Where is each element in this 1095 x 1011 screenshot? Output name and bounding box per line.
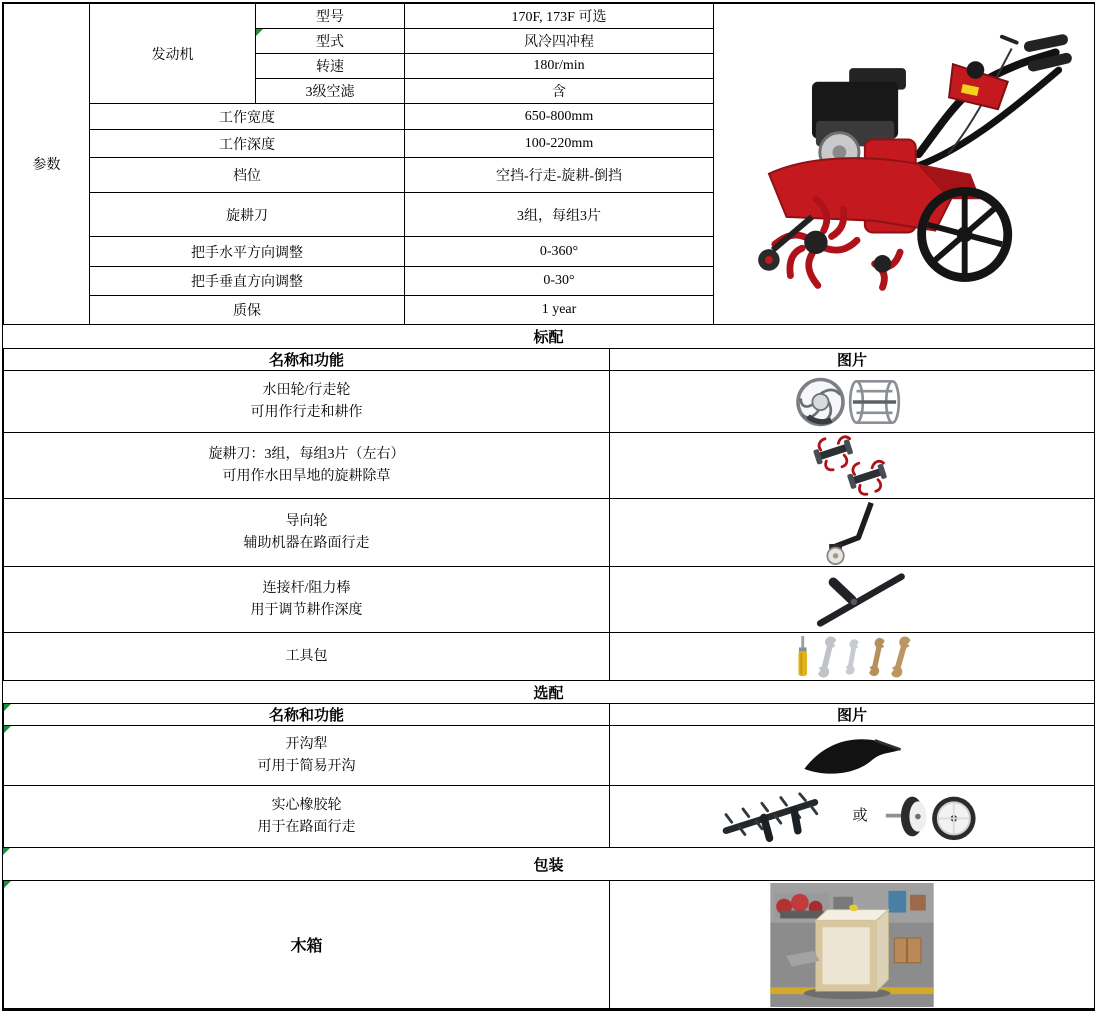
table-row <box>4 786 1095 848</box>
item-desc-connecting-rod <box>4 567 610 633</box>
table-row <box>4 567 1095 633</box>
spec-key-working-depth: 工作深度 <box>90 130 405 158</box>
connecting-rod-icon <box>794 571 910 629</box>
guide-wheel-icon <box>819 501 885 565</box>
cell-flag-icon <box>3 848 10 855</box>
section-header-packaging-label: 包装 <box>533 857 564 874</box>
spec-value-air-filter: 含 <box>405 79 714 104</box>
spec-key-engine-type-label: 型式 <box>316 35 344 50</box>
ditching-plow-icon <box>794 734 910 778</box>
item-desc-guide-wheel <box>4 499 610 567</box>
paddy-wheel-and-cage-wheel-icon <box>787 375 917 429</box>
engine-group-cell: 发动机 <box>90 4 256 104</box>
item-image-connecting-rod <box>610 567 1095 633</box>
item-function: 辅助机器在路面行走 <box>243 535 370 551</box>
item-name: 旋耕刀：3组，每组3片（左右） <box>208 446 405 462</box>
spec-value-working-depth: 100-220mm <box>405 130 714 158</box>
column-header-image: 图片 <box>610 704 1095 726</box>
packaging-item-cell <box>4 881 610 1009</box>
spec-value-blades: 3组，每组3片 <box>405 193 714 237</box>
spec-value-working-width: 650-800mm <box>405 104 714 130</box>
item-function: 用于在路面行走 <box>257 819 356 835</box>
cell-flag-icon <box>4 704 11 711</box>
item-name: 开沟犁 <box>285 736 328 752</box>
rotary-blade-sets-icon <box>802 435 902 497</box>
item-name: 实心橡胶轮 <box>271 797 342 813</box>
item-image-guide-wheel <box>610 499 1095 567</box>
spec-key-blades: 旋耕刀 <box>90 193 405 237</box>
item-desc-tool-kit <box>4 633 610 681</box>
section-header-packaging <box>3 848 1094 880</box>
table-row <box>4 726 1095 786</box>
item-function: 用于调节耕作深度 <box>250 602 363 618</box>
table-row <box>4 371 1095 433</box>
spec-key-model: 型号 <box>256 4 405 29</box>
item-function: 可用作水田旱地的旋耕除草 <box>222 468 391 484</box>
optional-table <box>3 703 1095 848</box>
spec-sheet <box>2 2 1095 1011</box>
item-desc-ditching-plow <box>4 726 610 786</box>
spec-value-model: 170F, 173F 可选 <box>405 4 714 29</box>
table-row <box>4 433 1095 499</box>
item-image-tool-kit <box>610 633 1095 681</box>
spec-value-handle-horizontal: 0-360° <box>405 237 714 267</box>
item-image-rubber-wheels <box>610 786 1095 848</box>
tool-kit-icon <box>786 635 918 679</box>
spec-key-handle-vertical: 把手垂直方向调整 <box>90 267 405 296</box>
column-header-name <box>4 704 610 726</box>
item-name: 工具包 <box>285 648 328 664</box>
item-function: 可用于简易开沟 <box>257 758 356 774</box>
spec-value-warranty: 1 year <box>405 296 714 325</box>
or-separator: 或 <box>852 807 868 824</box>
item-image-rotary-blades <box>610 433 1095 499</box>
item-name: 导向轮 <box>285 513 328 529</box>
standard-table <box>3 348 1095 681</box>
solid-rubber-wheel-pair-icon <box>881 791 987 843</box>
table-row <box>4 499 1095 567</box>
item-function: 可用作行走和耕作 <box>250 404 363 420</box>
packaging-item-label: 木箱 <box>290 938 323 955</box>
section-header-optional: 选配 <box>533 685 564 702</box>
item-name: 连接杆/阻力棒 <box>262 580 351 596</box>
item-image-paddy-wheel <box>610 371 1095 433</box>
item-desc-rubber-wheels <box>4 786 610 848</box>
spec-value-gears: 空挡-行走-旋耕-倒挡 <box>405 158 714 193</box>
item-desc-rotary-blades <box>4 433 610 499</box>
spec-key-engine-type <box>256 29 405 54</box>
item-name: 水田轮/行走轮 <box>262 382 351 398</box>
product-image-cell <box>714 4 1095 325</box>
column-header-name: 名称和功能 <box>4 349 610 371</box>
wooden-crate-photo-icon <box>769 883 935 1007</box>
spiked-wheel-assembly-icon <box>717 791 839 843</box>
spec-key-working-width: 工作宽度 <box>90 104 405 130</box>
spec-key-gears: 档位 <box>90 158 405 193</box>
cell-flag-icon <box>4 881 11 888</box>
spec-key-warranty: 质保 <box>90 296 405 325</box>
column-header-name-label: 名称和功能 <box>268 708 344 724</box>
item-image-ditching-plow <box>610 726 1095 786</box>
spec-key-handle-horizontal: 把手水平方向调整 <box>90 237 405 267</box>
cell-flag-icon <box>256 29 263 36</box>
parameters-group-cell: 参数 <box>4 4 90 325</box>
spec-value-speed: 180r/min <box>405 54 714 79</box>
item-desc-paddy-wheel <box>4 371 610 433</box>
column-header-image: 图片 <box>610 349 1095 371</box>
table-row <box>4 881 1095 1009</box>
tiller-photo-icon <box>718 7 1090 321</box>
table-row <box>4 633 1095 681</box>
cell-flag-icon <box>4 726 11 733</box>
section-header-standard: 标配 <box>533 330 564 346</box>
spec-value-handle-vertical: 0-30° <box>405 267 714 296</box>
packaging-table <box>3 880 1095 1009</box>
spec-key-speed: 转速 <box>256 54 405 79</box>
parameters-table <box>3 3 1095 325</box>
packaging-image-cell <box>610 881 1095 1009</box>
spec-value-engine-type: 风冷四冲程 <box>405 29 714 54</box>
spec-key-air-filter: 3级空滤 <box>256 79 405 104</box>
